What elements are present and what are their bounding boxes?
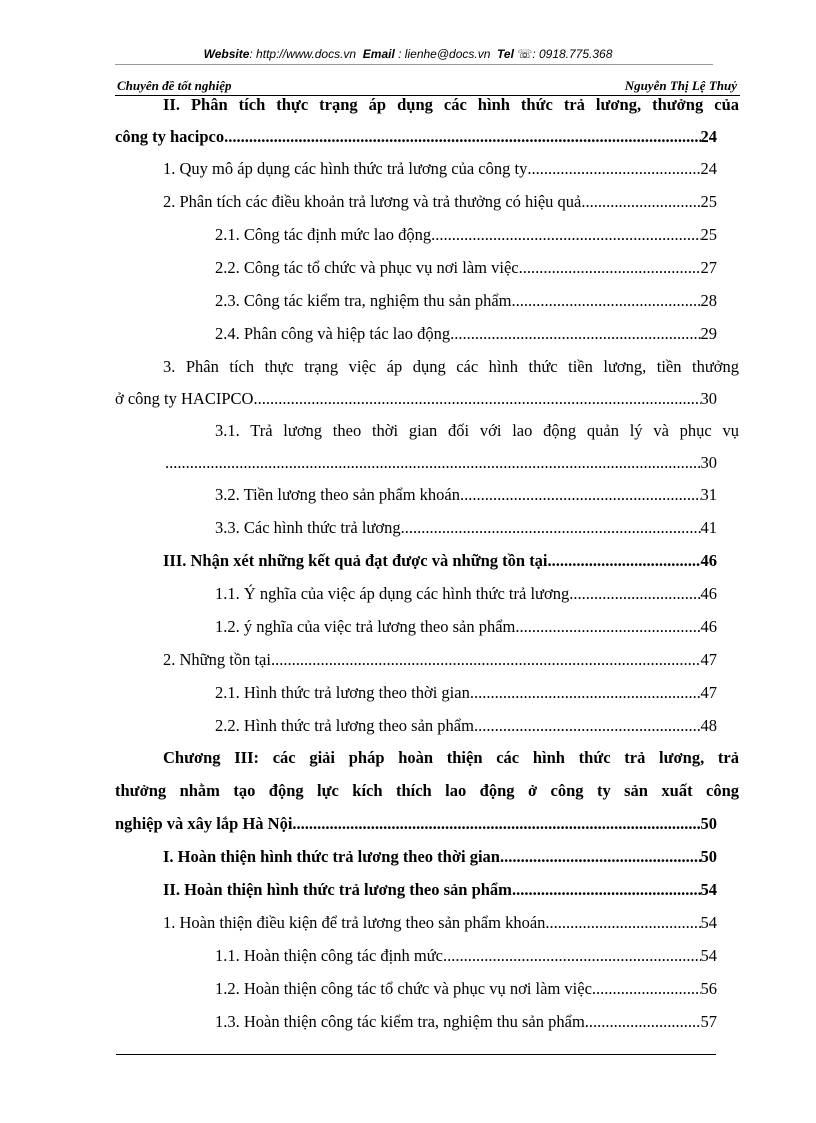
toc-entry-part-ii-line1: II. Phân tích thực trạng áp dụng các hình thức trả lương, thưởng của: [163, 95, 739, 114]
toc-leader: [545, 908, 700, 938]
toc-leader: [548, 546, 701, 576]
toc-entry-text: 2.2. Hình thức trả lương theo sản phẩm: [215, 716, 474, 735]
toc-entry-3-3: [215, 513, 717, 543]
toc-leader: [224, 122, 700, 152]
toc-page-number: 50: [700, 847, 717, 866]
toc-entry-3: [115, 384, 717, 414]
phone-icon: ☏: [517, 47, 533, 61]
thesis-title: Chuyên đề tốt nghiệp: [117, 78, 232, 93]
toc-leader: [450, 319, 700, 349]
toc-entry-3-2: [215, 480, 717, 510]
toc-entry-2-1: [215, 220, 717, 250]
toc-page-number: 54: [700, 946, 717, 965]
toc-leader: [569, 579, 700, 609]
toc-entry-chapter-iii-line2: thưởng nhằm tạo động lực kích thích lao động ở công ty sản xuất công: [115, 781, 739, 800]
toc-entry-text: ở công ty HACIPCO: [115, 389, 254, 408]
toc-leader: [460, 480, 701, 510]
footer-rule: [116, 1054, 716, 1055]
toc-page-number: 50: [700, 814, 717, 833]
tel-value: : 0918.775.368: [532, 47, 613, 61]
toc-page-number: 57: [700, 1012, 717, 1031]
toc-page-number: 25: [700, 192, 717, 211]
toc-entry-chapter-iii: [115, 809, 717, 839]
toc-leader: [165, 448, 701, 478]
toc-page-number: 46: [700, 617, 717, 636]
toc-entry-chapter-iii-line1: Chương III: các giải pháp hoàn thiện các hình thức trả lương, trả: [163, 748, 739, 767]
toc-leader: [592, 974, 701, 1004]
toc-page-number: 28: [700, 291, 717, 310]
toc-entry-2: [163, 187, 717, 217]
toc-entry-text: 1. Quy mô áp dụng các hình thức trả lương của công ty: [163, 159, 528, 178]
toc-leader: [527, 154, 700, 184]
tel-label: Tel: [497, 47, 514, 61]
toc-entry-hoan-thien-dieu-kien: [163, 908, 717, 938]
toc-entry-text: 2.3. Công tác kiểm tra, nghiệm thu sản phẩm: [215, 291, 512, 310]
author-name: Nguyễn Thị Lệ Thuỷ: [624, 78, 737, 93]
toc-entry-part-iii: [163, 546, 717, 576]
toc-leader: [253, 384, 700, 414]
toc-entry-text: 3.3. Các hình thức trả lương: [215, 518, 401, 537]
toc-page-number: 30: [700, 453, 717, 472]
toc-entry-1-2: [215, 612, 717, 642]
toc-entry-text: 1.2. ý nghĩa của việc trả lương theo sản phẩm: [215, 617, 516, 636]
toc-page-number: 24: [700, 127, 717, 146]
toc-entry-ton-tai-2-2: [215, 711, 717, 741]
toc-leader: [401, 513, 701, 543]
toc-leader: [519, 253, 701, 283]
toc-entry-hoan-thien-1-1: [215, 941, 717, 971]
toc-entry-part-ii: [115, 122, 717, 152]
toc-entry-text: 2.2. Công tác tổ chức và phục vụ nơi làm việc: [215, 258, 519, 277]
toc-entry-text: 1.1. Hoàn thiện công tác định mức: [215, 946, 443, 965]
toc-entry-text: II. Hoàn thiện hình thức trả lương theo sản phẩm: [163, 880, 512, 899]
toc-page-number: 29: [700, 324, 717, 343]
toc-entry-1-1: [215, 579, 717, 609]
toc-entry-text: I. Hoàn thiện hình thức trả lương theo thời gian: [163, 847, 500, 866]
toc-page-number: 47: [700, 650, 717, 669]
toc-page-number: 41: [700, 518, 717, 537]
toc-entry-text: 1.3. Hoàn thiện công tác kiểm tra, nghiệm thu sản phẩm: [215, 1012, 585, 1031]
toc-entry-3-line1: 3. Phân tích thực trạng việc áp dụng các hình thức tiền lương, tiền thưởng: [163, 357, 739, 376]
toc-page-number: 48: [700, 716, 717, 735]
toc-page-number: 54: [700, 913, 717, 932]
toc-page-number: 31: [700, 485, 717, 504]
website-header: [0, 47, 816, 61]
toc-entry-text: nghiệp và xây lắp Hà Nội: [115, 814, 293, 833]
toc-entry-text: 2. Những tồn tại: [163, 650, 271, 669]
toc-entry-ton-tai-2-1: [215, 678, 717, 708]
toc-leader: [443, 941, 701, 971]
website-label: Website: [203, 47, 250, 61]
toc-entry-2-4: [215, 319, 717, 349]
toc-entry-2-3: [215, 286, 717, 316]
toc-leader: [292, 809, 700, 839]
toc-leader: [500, 842, 701, 872]
toc-entry-nhung-ton-tai: [163, 645, 717, 675]
toc-entry-text: 3.2. Tiền lương theo sản phẩm khoán: [215, 485, 460, 504]
toc-entry-text: 2.1. Công tác định mức lao động: [215, 225, 432, 244]
toc-page-number: 24: [700, 159, 717, 178]
toc-leader: [470, 678, 701, 708]
website-link[interactable]: : http://www.docs.vn: [249, 47, 357, 61]
toc-entry-text: 1. Hoàn thiện điều kiện để trả lương theo sản phẩm khoán: [163, 913, 546, 932]
toc-leader: [515, 612, 700, 642]
toc-leader: [512, 875, 701, 905]
toc-entry-text: III. Nhận xét những kết quả đạt được và những tồn tại: [163, 551, 548, 570]
toc-leader: [271, 645, 701, 675]
toc-entry-text: 1.1. Ý nghĩa của việc áp dụng các hình thức trả lương: [215, 584, 570, 603]
toc-leader: [581, 187, 700, 217]
toc-entry-hoan-thien-1-2: [215, 974, 717, 1004]
toc-entry-text: công ty hacipco: [115, 127, 225, 146]
toc-leader: [511, 286, 700, 316]
toc-leader: [585, 1007, 701, 1037]
toc-page-number: 47: [700, 683, 717, 702]
toc-entry-hoan-thien-san-pham: [163, 875, 717, 905]
email-link[interactable]: : lienhe@docs.vn: [398, 47, 491, 61]
toc-page-number: 46: [700, 551, 717, 570]
toc-entry-3-1-line1: 3.1. Trả lương theo thời gian đối với lao động quản lý và phục vụ: [215, 421, 739, 440]
toc-page-number: 56: [700, 979, 717, 998]
toc-page-number: 30: [700, 389, 717, 408]
toc-entry-text: 2.4. Phân công và hiệp tác lao động: [215, 324, 451, 343]
toc-entry-3-1: [165, 448, 717, 478]
toc-entry-text: 2. Phân tích các điều khoản trả lương và trả thưởng có hiệu quả: [163, 192, 582, 211]
toc-page-number: 27: [700, 258, 717, 277]
toc-entry-text: 2.1. Hình thức trả lương theo thời gian: [215, 683, 470, 702]
email-label: Email: [362, 47, 395, 61]
toc-page-number: 54: [700, 880, 717, 899]
toc-page-number: 25: [700, 225, 717, 244]
toc-leader: [431, 220, 700, 250]
toc-leader: [474, 711, 701, 741]
toc-entry-text: 1.2. Hoàn thiện công tác tổ chức và phục vụ nơi làm việc: [215, 979, 592, 998]
header-divider: [115, 64, 713, 65]
toc-entry-hoan-thien-1-3: [215, 1007, 717, 1037]
toc-entry-hoan-thien-thoi-gian: [163, 842, 717, 872]
toc-entry-2-2: [215, 253, 717, 283]
toc-entry-1: [163, 154, 717, 184]
toc-page-number: 46: [700, 584, 717, 603]
